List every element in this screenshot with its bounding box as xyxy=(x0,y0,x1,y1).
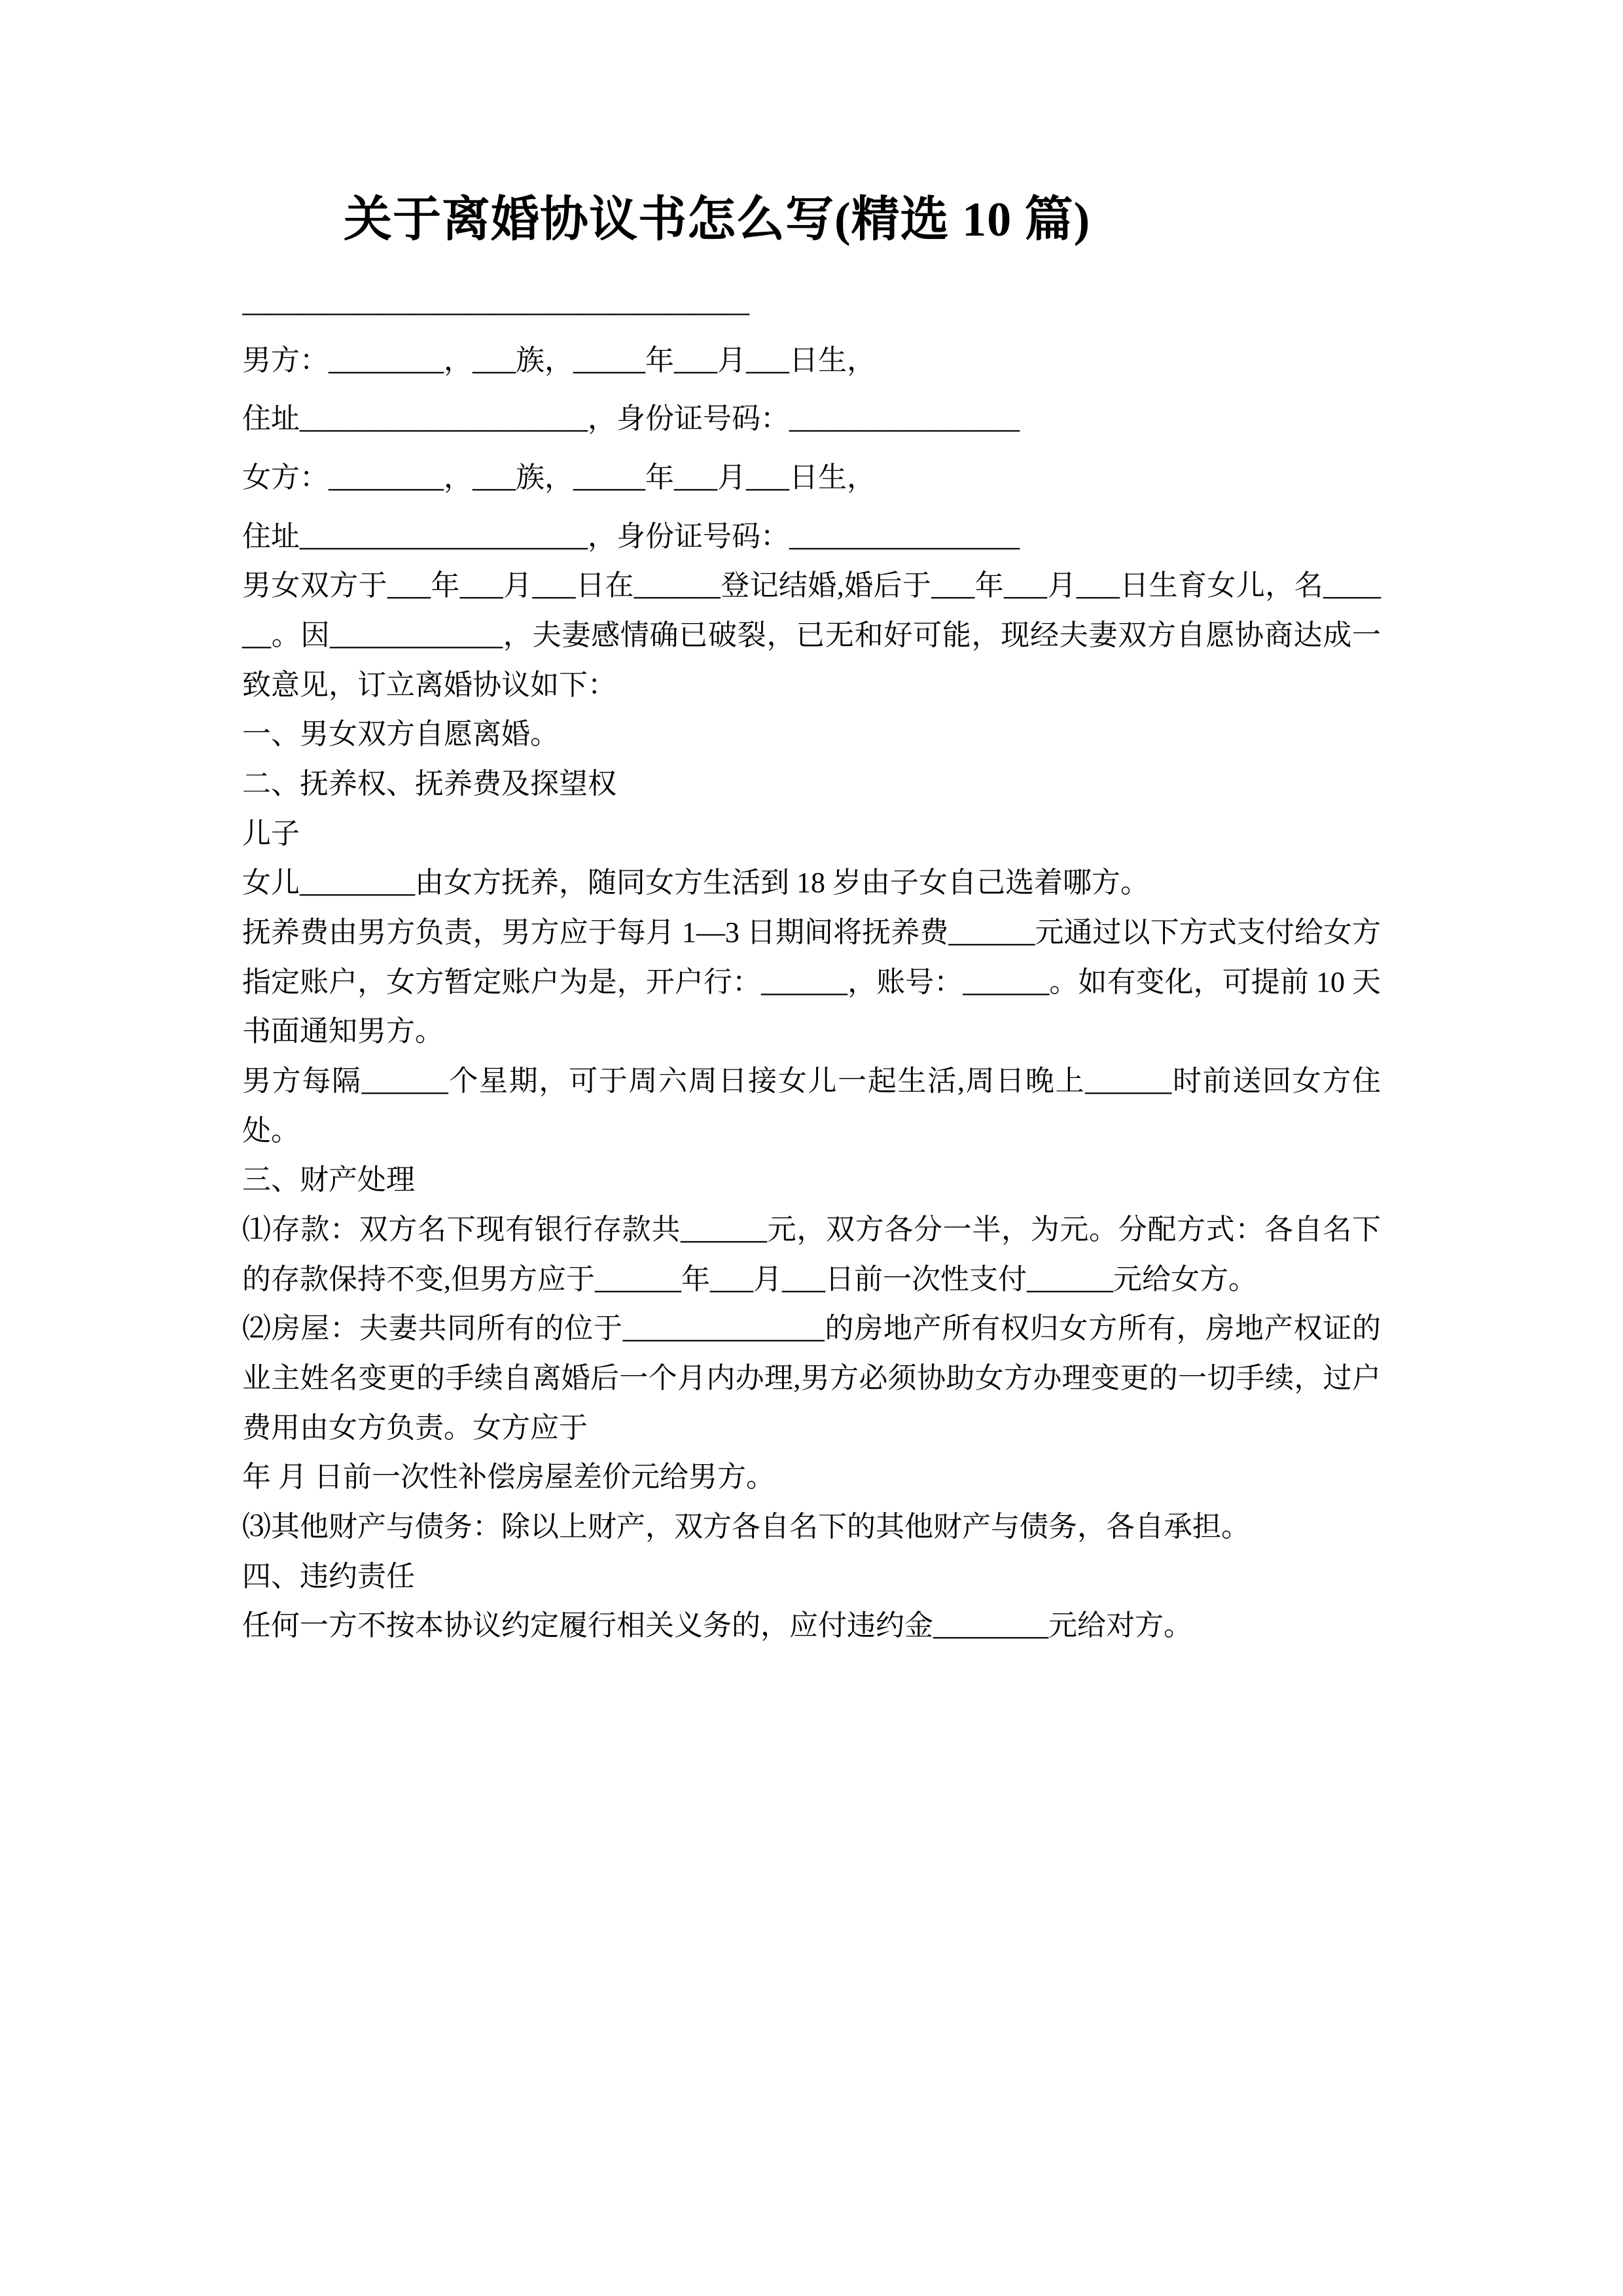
paragraph-housing-compensation-date: 年 月 日前一次性补偿房屋差价元给男方。 xyxy=(242,1461,775,1494)
paragraph-male-party: 男方：________，___族，_____年___月___日生， xyxy=(242,344,876,376)
paragraph-deposits: ⑴存款：双方名下现有银行存款共______元，双方各分一半，为元。分配方式：各自名下的存款保持不变,但男方应于______年___月___日前一次性支付______元给女方。 xyxy=(242,1213,1381,1295)
paragraph-support-payment: 抚养费由男方负责，男方应于每月 1—3 日期间将抚养费______元通过以下方式支付给女方指定账户，女方暂定账户为是，开户行：______，账号：______。如有变化，可提前 10 天书面通知男方。 xyxy=(242,916,1381,1048)
paragraph-male-address: 住址____________________，身份证号码：________________ xyxy=(242,403,1020,435)
paragraph-son: 儿子 xyxy=(242,817,300,850)
paragraph-housing: ⑵房屋：夫妻共同所有的位于______________的房地产所有权归女方所有，房地产权证的业主姓名变更的手续自离婚后一个月内办理,男方必须协助女方办理变更的一切手续，过户费用由女方负责。女方应于 xyxy=(242,1312,1381,1444)
paragraph-marriage-background: 男女双方于___年___月___日在______登记结婚,婚后于___年___月___日生育女儿，名______。因____________，夫妻感情确已破裂，已无和好可能，现经夫妻双方自愿协商达成一致意见，订立离婚协议如下： xyxy=(242,569,1381,701)
paragraph-daughter-custody: 女儿________由女方抚养，随同女方生活到 18 岁由子女自己选着哪方。 xyxy=(242,867,1149,899)
paragraph-other-property-debt: ⑶其他财产与债务：除以上财产，双方各自名下的其他财产与债务，各自承担。 xyxy=(242,1510,1250,1543)
horizontal-rule: —————————————————— xyxy=(242,295,749,327)
clause-three-heading-property: 三、财产处理 xyxy=(242,1164,415,1196)
clause-two-heading-custody: 二、抚养权、抚养费及探望权 xyxy=(242,767,616,800)
document-body xyxy=(242,0,1381,1926)
paragraph-female-party: 女方：________，___族，_____年___月___日生， xyxy=(242,461,876,493)
page-title: 关于离婚协议书怎么写(精选 10 篇) xyxy=(344,193,1091,247)
clause-four-heading-breach: 四、违约责任 xyxy=(242,1560,415,1592)
paragraph-breach-penalty: 任何一方不按本协议约定履行相关义务的，应付违约金________元给对方。 xyxy=(242,1609,1192,1642)
page-bottom-whitespace xyxy=(242,1651,1381,1926)
paragraph-female-address: 住址____________________，身份证号码：________________ xyxy=(242,520,1020,552)
clause-one-voluntary-divorce: 一、男女双方自愿离婚。 xyxy=(242,718,559,751)
paragraph-visitation: 男方每隔______个星期，可于周六周日接女儿一起生活,周日晚上______时前送回女方住处。 xyxy=(242,1064,1381,1147)
